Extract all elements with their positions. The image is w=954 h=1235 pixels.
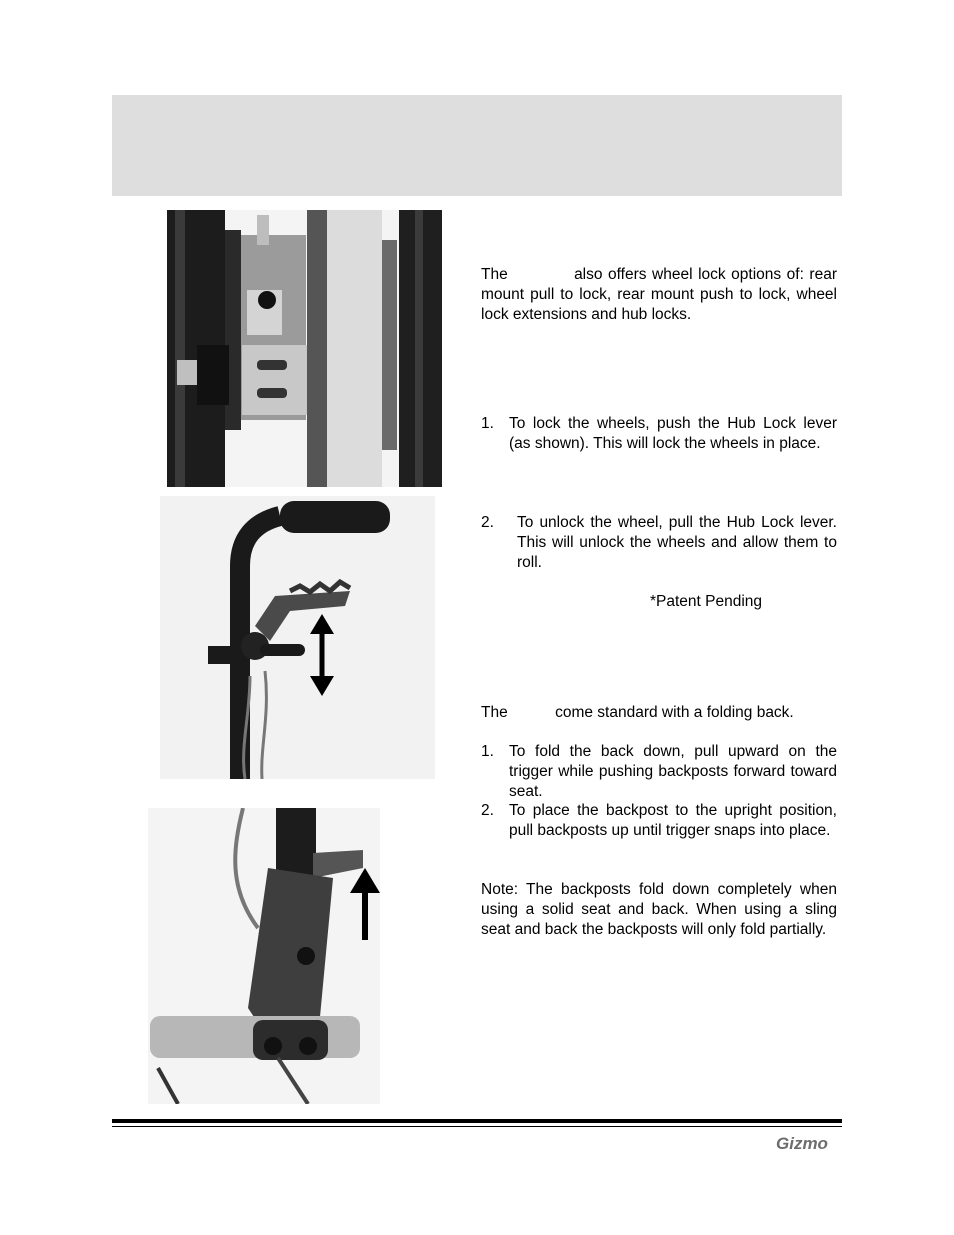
folding-back-note: Note: The backposts fold down completely when using a solid seat and back. When using a sling seat and back the backposts will only fold partially. [481,881,837,938]
footer-rule [112,1119,842,1123]
list-item [481,513,837,573]
section-header-band [112,95,842,196]
folding-back-intro: The come standard with a folding back. [481,704,794,721]
hub-lock-lever-photo [160,496,435,779]
list-text: To unlock the wheel, pull the Hub Lock lever. This will unlock the wheels and allow them to roll. [517,514,837,571]
list-number: 2. [481,514,494,531]
list-number: 1. [481,415,494,432]
list-item [481,801,837,841]
list-text: To fold the back down, pull upward on the trigger while pushing backposts forward toward seat. [509,743,837,800]
folding-back-trigger-photo [148,808,380,1104]
list-number: 2. [481,802,494,819]
list-text: To lock the wheels, push the Hub Lock lever (as shown). This will lock the wheels in place. [509,415,837,452]
list-number: 1. [481,743,494,760]
hub-lock-photo [167,210,442,487]
footer-brand: Gizmo [776,1134,828,1153]
patent-note: *Patent Pending [650,593,763,610]
wheel-lock-intro: The also offers wheel lock options of: rear mount pull to lock, rear mount push to lock, wheel lock extensions and hub locks. [481,266,842,323]
list-text: To place the backpost to the upright position, pull backposts up until trigger snaps into place. [509,802,837,839]
list-item [481,414,837,454]
footer-rule-thin [112,1126,842,1127]
list-item [481,742,837,802]
